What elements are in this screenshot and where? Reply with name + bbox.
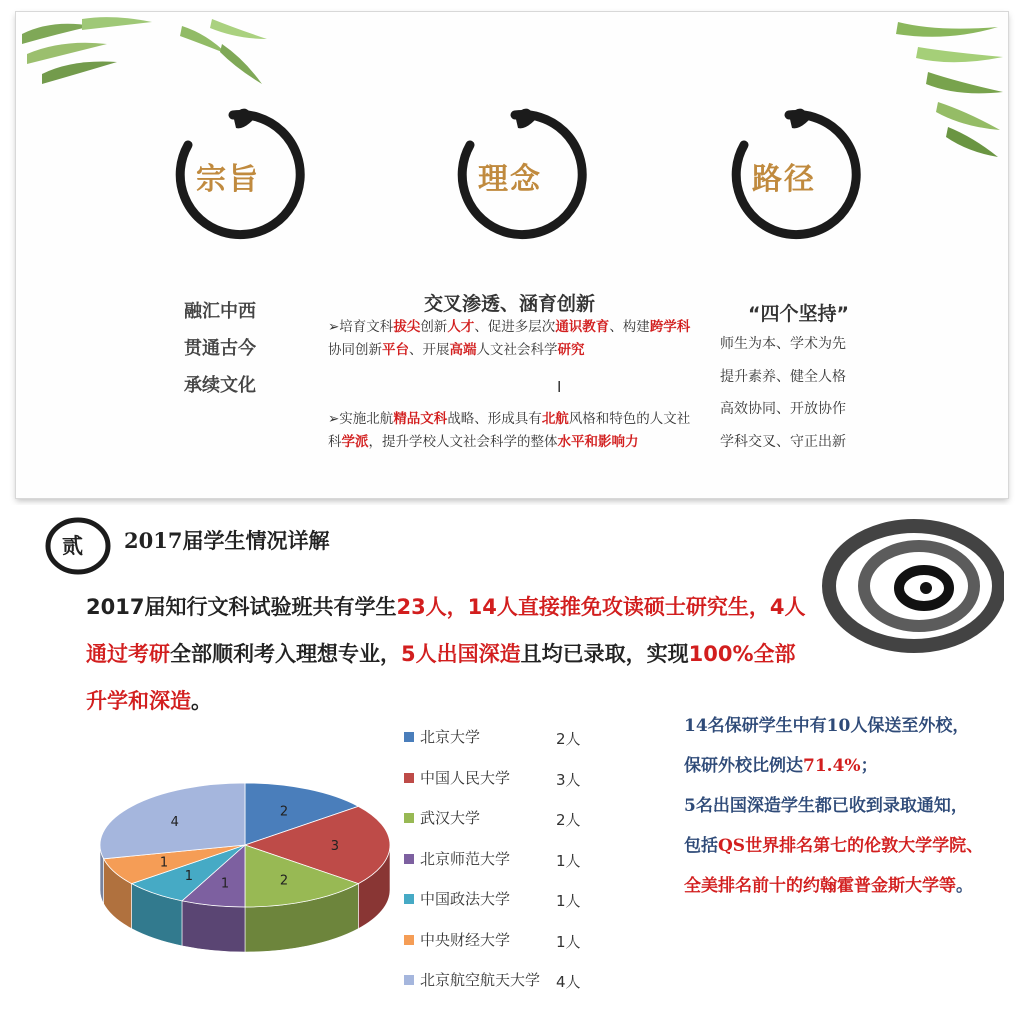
- legend-swatch: [404, 813, 414, 823]
- pie-data-label: 2: [279, 804, 289, 820]
- highlight-text: 高端: [449, 342, 477, 358]
- legend-label: 北京大学: [420, 728, 481, 746]
- legend-swatch: [404, 935, 414, 945]
- body-text: ➢实施北航: [328, 411, 394, 427]
- legend-count: 3人: [556, 770, 581, 789]
- body-text: 5名出国深造学生都已收到录取通知，包括: [684, 796, 968, 856]
- pie-data-label: 2: [279, 873, 289, 889]
- legend-label: 中国政法大学: [420, 890, 511, 908]
- ink-circle-philosophy: [440, 100, 590, 250]
- section-number: 贰: [62, 533, 83, 558]
- highlight-text: 通识教育: [555, 319, 610, 335]
- body-text: 全部顺利考入理想专业，: [170, 642, 401, 666]
- slide-title: 2017届学生情况详解: [124, 528, 330, 553]
- legend-label: 中央财经大学: [420, 930, 511, 949]
- path-item: 提升素养、健全人格: [720, 368, 846, 385]
- pie-data-label: 1: [220, 876, 230, 892]
- mission-item: 融汇中西: [184, 301, 256, 322]
- highlight-text: 跨学科: [649, 319, 691, 335]
- legend-swatch: [404, 854, 414, 864]
- highlight-text: 精品文科: [393, 411, 448, 427]
- pie-chart: [90, 770, 400, 970]
- note-paragraph: [684, 786, 984, 906]
- highlight-text: 水平和影响力: [557, 434, 639, 450]
- pillar-word: 路径: [752, 162, 816, 197]
- path-item: 学科交叉、守正出新: [720, 433, 846, 450]
- pillar-word: 宗旨: [196, 162, 260, 197]
- legend-count: 1人: [556, 932, 581, 951]
- legend-swatch: [404, 975, 414, 985]
- path-item: 师生为本、学术为先: [720, 336, 846, 352]
- body-text: 且均已录取，实现: [520, 642, 689, 666]
- body-text: 协同创新: [328, 342, 382, 358]
- highlight-text: 100%全部升学和深造: [86, 642, 796, 713]
- highlight-text: 71.4%: [803, 756, 861, 776]
- body-text: 人文社会科学: [476, 342, 558, 358]
- mission-item: 承续文化: [184, 375, 256, 396]
- body-text: 、构建: [609, 319, 650, 335]
- legend-count: 1人: [556, 892, 581, 910]
- highlight-text: 23人，14人直接推免攻读硕士研究生，4人通过考研: [86, 595, 806, 666]
- highlight-text: QS世界排名第七的伦敦大学学院、全美排名前十的约翰霍普金斯大学等: [684, 836, 984, 896]
- path-title: “四个坚持”: [748, 303, 849, 325]
- body-text: 。: [191, 689, 212, 713]
- path-item: 高效协同、开放协作: [720, 401, 846, 417]
- body-text: 14名保研学生中有10人保送至外校，保研外校比例达: [684, 716, 970, 776]
- bamboo-leaves-right-icon: [888, 12, 1008, 162]
- pie-data-label: 1: [159, 855, 169, 871]
- highlight-text: 学派: [341, 434, 369, 450]
- pie-slice-side: [182, 901, 245, 952]
- body-text: 风格和特色的人文社科: [328, 411, 691, 450]
- philosophy-paragraph-2: [328, 408, 700, 454]
- mission-list: [184, 293, 256, 404]
- legend-label: 武汉大学: [420, 809, 481, 827]
- highlight-text: 研究: [557, 342, 585, 358]
- outcome-notes: [684, 706, 984, 906]
- highlight-text: 5人出国深造: [401, 642, 521, 666]
- highlight-text: 人才: [447, 319, 475, 335]
- pillar-word: 理念: [478, 162, 542, 197]
- summary-paragraph: [86, 584, 806, 725]
- body-text: ，提升学校人文社会科学的整体: [368, 434, 558, 450]
- body-text: 、促进多层次: [474, 319, 556, 335]
- text-cursor-icon: I: [557, 378, 562, 396]
- legend-label: 北京师范大学: [420, 849, 511, 868]
- highlight-text: 平台: [382, 342, 409, 358]
- mission-item: 贯通古今: [184, 338, 256, 359]
- body-text: ➢培育文科: [328, 319, 394, 335]
- philosophy-paragraph-1: [328, 316, 700, 362]
- legend-count: 1人: [556, 851, 581, 870]
- legend-swatch: [404, 732, 414, 742]
- ink-circle-mission: [158, 100, 308, 250]
- note-paragraph: [684, 706, 984, 786]
- pie-data-label: 4: [170, 815, 179, 831]
- body-text: 2017届知行文科试验班共有学生: [86, 595, 397, 619]
- legend-label: 北京航空航天大学: [420, 971, 541, 989]
- path-list: [720, 328, 846, 458]
- legend-label: 中国人民大学: [420, 768, 511, 787]
- body-text: 、开展: [409, 342, 450, 358]
- legend-swatch: [404, 773, 414, 783]
- legend-count: 2人: [556, 811, 581, 829]
- body-text: ；: [860, 756, 878, 776]
- ink-circle-path: [714, 100, 864, 250]
- body-text: 创新: [420, 319, 448, 335]
- legend-count: 2人: [556, 730, 581, 748]
- legend-count: 4人: [556, 973, 581, 991]
- highlight-text: 北航: [541, 411, 569, 427]
- pie-data-label: 1: [184, 869, 194, 885]
- legend-swatch: [404, 894, 414, 904]
- pie-data-label: 3: [330, 839, 340, 854]
- body-text: 。: [956, 876, 973, 896]
- body-text: 战略、形成具有: [447, 411, 542, 427]
- ink-swirl-icon: [804, 516, 1004, 666]
- bamboo-leaves-left-icon: [22, 14, 272, 94]
- philosophy-title: 交叉渗透、涵育创新: [424, 293, 596, 315]
- highlight-text: 拔尖: [393, 319, 421, 335]
